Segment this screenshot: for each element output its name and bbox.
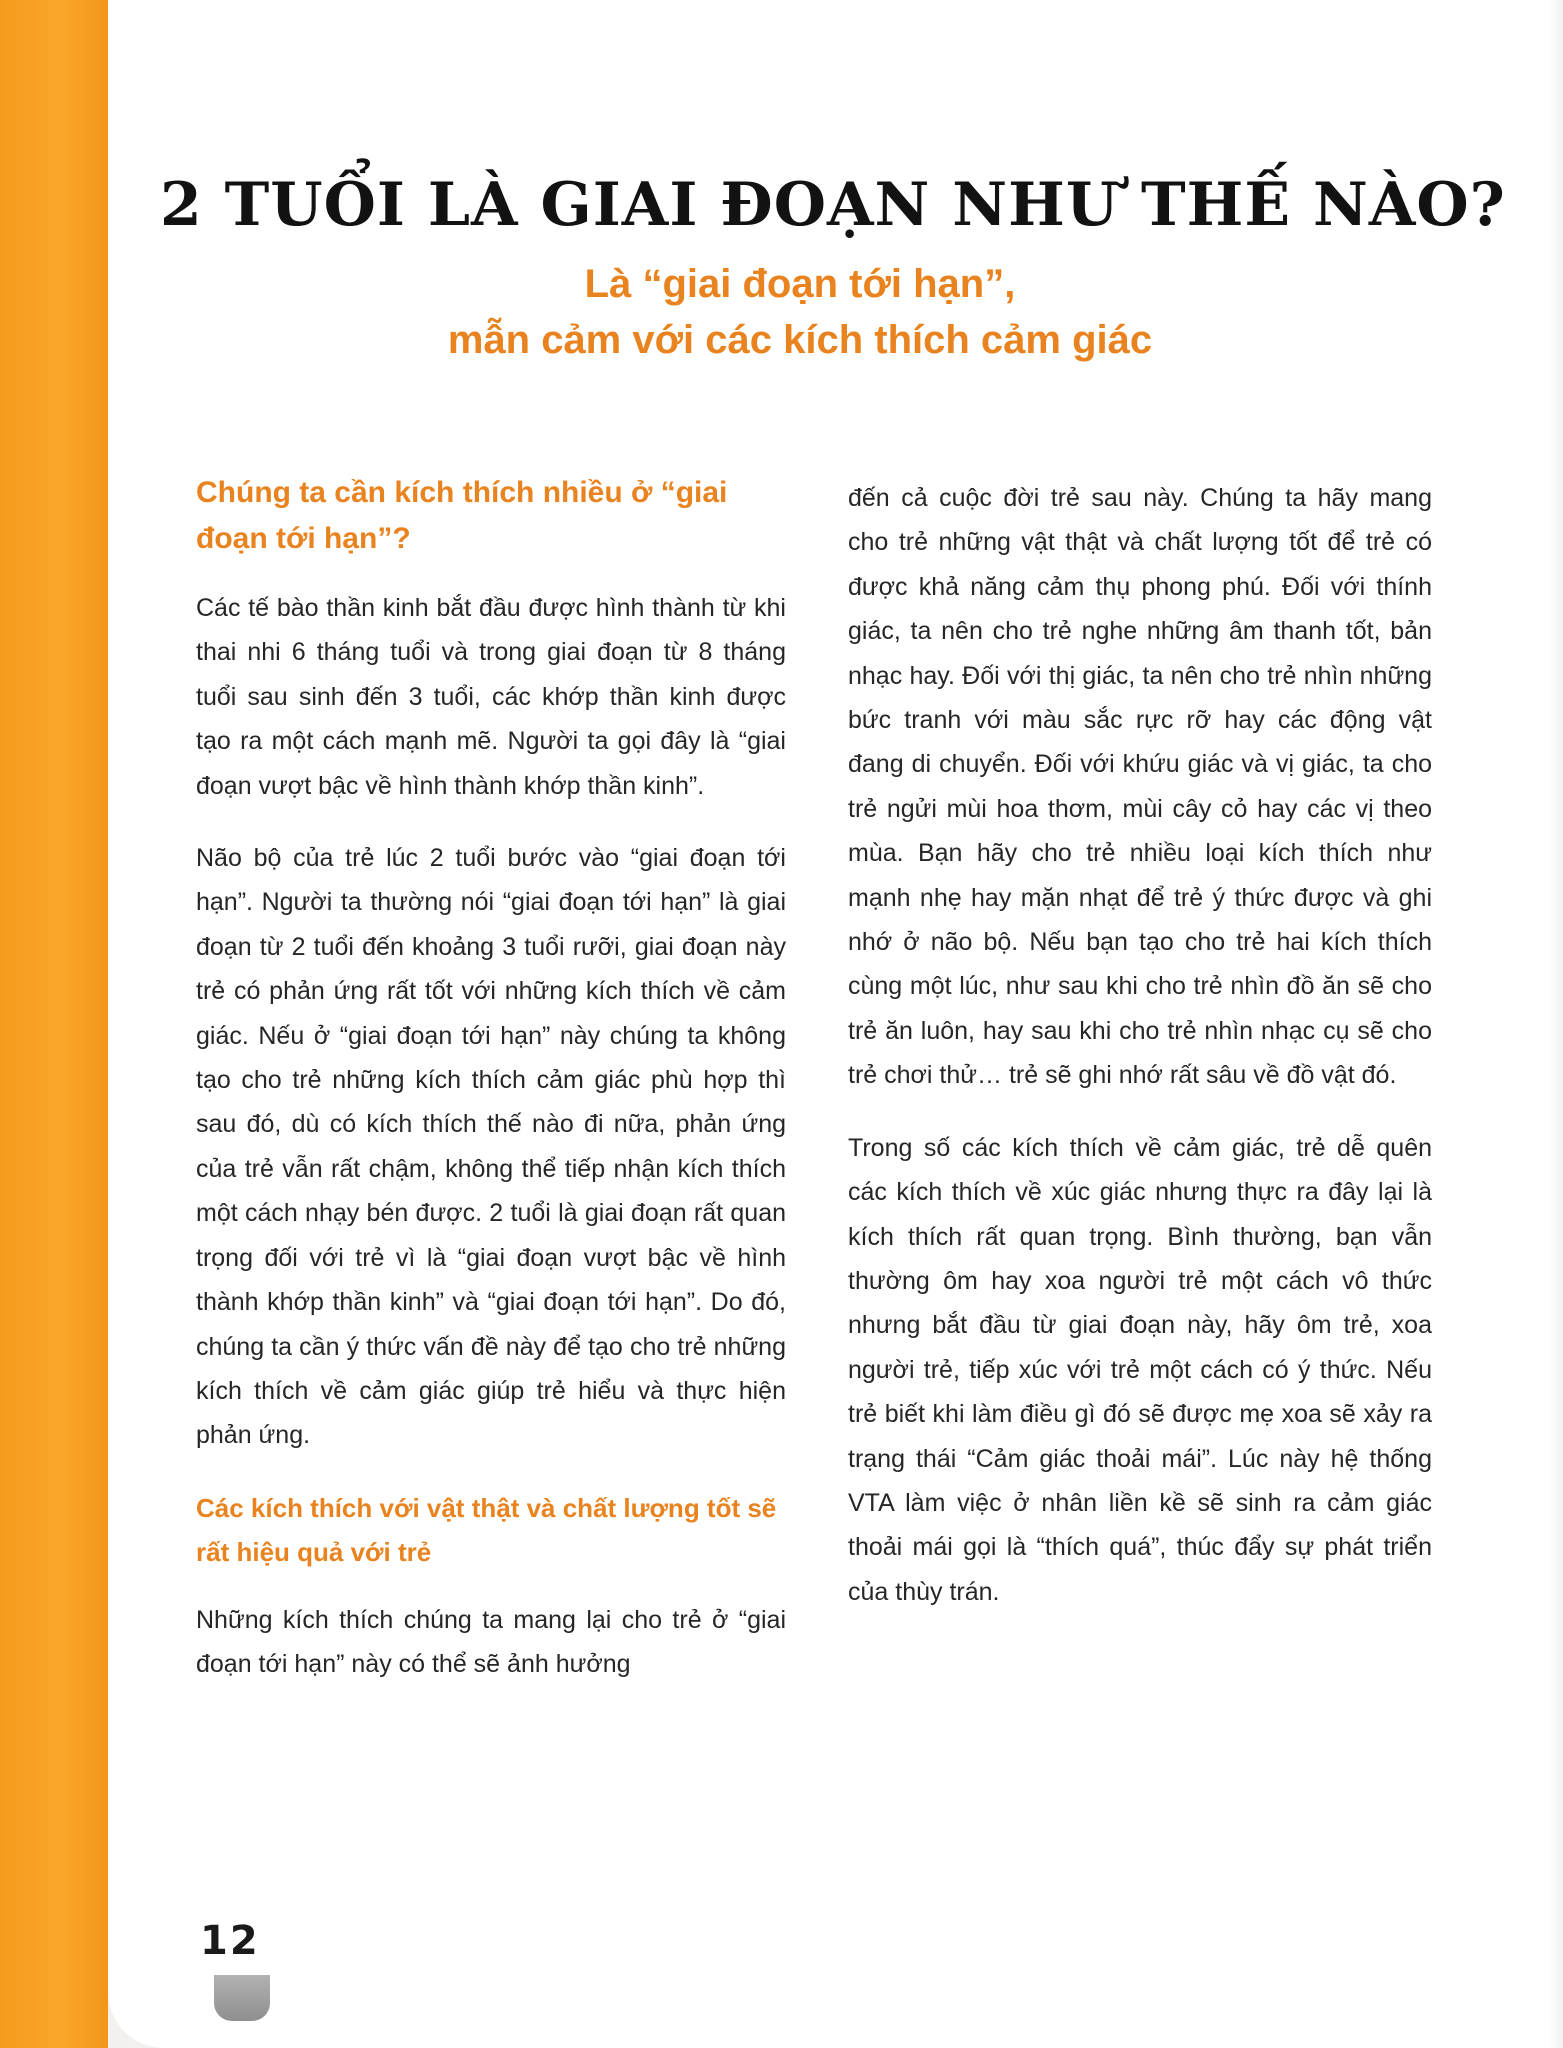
left-column	[196, 470, 786, 1715]
page-number: 12	[200, 1918, 260, 1964]
page-edge-shadow	[1549, 0, 1563, 2048]
right-column	[848, 476, 1432, 1642]
paragraph-critical-period: Não bộ của trẻ lúc 2 tuổi bước vào “giai đoạn tới hạn”. Người ta thường nói “giai đoạn tới hạn” là giai đoạn từ 2 tuổi đến khoảng 3 tuổi rưỡi, giai đoạn này trẻ có phản ứng rất tốt với những kích thích về cảm giác. Nếu ở “giai đoạn tới hạn” này chúng ta không tạo cho trẻ những kích thích cảm giác phù hợp thì sau đó, dù có kích thích thế nào đi nữa, phản ứng của trẻ vẫn rất chậm, không thể tiếp nhận kích thích một cách nhạy bén được. 2 tuổi là giai đoạn rất quan trọng đối với trẻ vì là “giai đoạn vượt bậc về hình thành khớp thần kinh” và “giai đoạn tới hạn”. Do đó, chúng ta cần ý thức vấn đề này để tạo cho trẻ những kích thích về cảm giác giúp trẻ hiểu và thực hiện phản ứng.	[196, 844, 786, 1450]
paragraph-senses: đến cả cuộc đời trẻ sau này. Chúng ta hãy mang cho trẻ những vật thật và chất lượng tốt để trẻ có được khả năng cảm thụ phong phú. Đối với thính giác, ta nên cho trẻ nghe những âm thanh tốt, bản nhạc hay. Đối với thị giác, ta nên cho trẻ nhìn những bức tranh với màu sắc rực rỡ hay các động vật đang di chuyển. Đối với khứu giác và vị giác, ta cho trẻ ngửi mùi hoa thơm, mùi cây cỏ hay các vị theo mùa. Bạn hãy cho trẻ nhiều loại kích thích như mạnh nhẹ hay mặn nhạt để trẻ ý thức được và ghi nhớ ở não bộ. Nếu bạn tạo cho trẻ hai kích thích cùng một lúc, như sau khi cho trẻ nhìn đồ ăn sẽ cho trẻ ăn luôn, hay sau khi cho trẻ nhìn nhạc cụ sẽ cho trẻ chơi thử… trẻ sẽ ghi nhớ rất sâu về đồ vật đó.	[848, 484, 1432, 1090]
subtitle-line-2: mẫn cảm với các kích thích cảm giác	[447, 318, 1153, 362]
page-title: 2 TUỔI LÀ GIAI ĐOẠN NHƯ THẾ NÀO?	[160, 170, 1506, 240]
paragraph-touch: Trong số các kích thích về cảm giác, trẻ dễ quên các kích thích về xúc giác nhưng thực ra đây lại là kích thích rất quan trọng. Bình thường, bạn vẫn thường ôm hay xoa người trẻ một cách vô thức nhưng bắt đầu từ giai đoạn này, hãy ôm trẻ, xoa người trẻ, tiếp xúc với trẻ một cách có ý thức. Nếu trẻ biết khi làm điều gì đó sẽ được mẹ xoa sẽ xảy ra trạng thái “Cảm giác thoải mái”. Lúc này hệ thống VTA làm việc ở nhân liền kề sẽ sinh ra cảm giác thoải mái gọi là “thích quá”, thúc đẩy sự phát triển của thùy trán.	[848, 1133, 1432, 1606]
subtitle-line-1: Là “giai đoạn tới hạn”,	[584, 262, 1016, 306]
section-heading-real-objects: Các kích thích với vật thật và chất lượng tốt sẽ rất hiệu quả với trẻ	[196, 1492, 777, 1567]
page-subtitle	[150, 256, 1450, 368]
orange-side-stripe	[0, 0, 108, 2048]
paragraph-stimuli-intro: Những kích thích chúng ta mang lại cho trẻ ở “giai đoạn tới hạn” này có thể sẽ ảnh hưởng	[196, 1605, 786, 1679]
paragraph-neurons: Các tế bào thần kinh bắt đầu được hình thành từ khi thai nhi 6 tháng tuổi và trong giai đoạn từ 8 tháng tuổi sau sinh đến 3 tuổi, các khớp thần kinh được tạo ra một cách mạnh mẽ. Người ta gọi đây là “giai đoạn vượt bậc về hình thành khớp thần kinh”.	[196, 594, 786, 800]
section-heading-critical-period: Chúng ta cần kích thích nhiều ở “giai đoạn tới hạn”?	[196, 476, 728, 555]
page-tab-marker	[214, 1975, 270, 2021]
